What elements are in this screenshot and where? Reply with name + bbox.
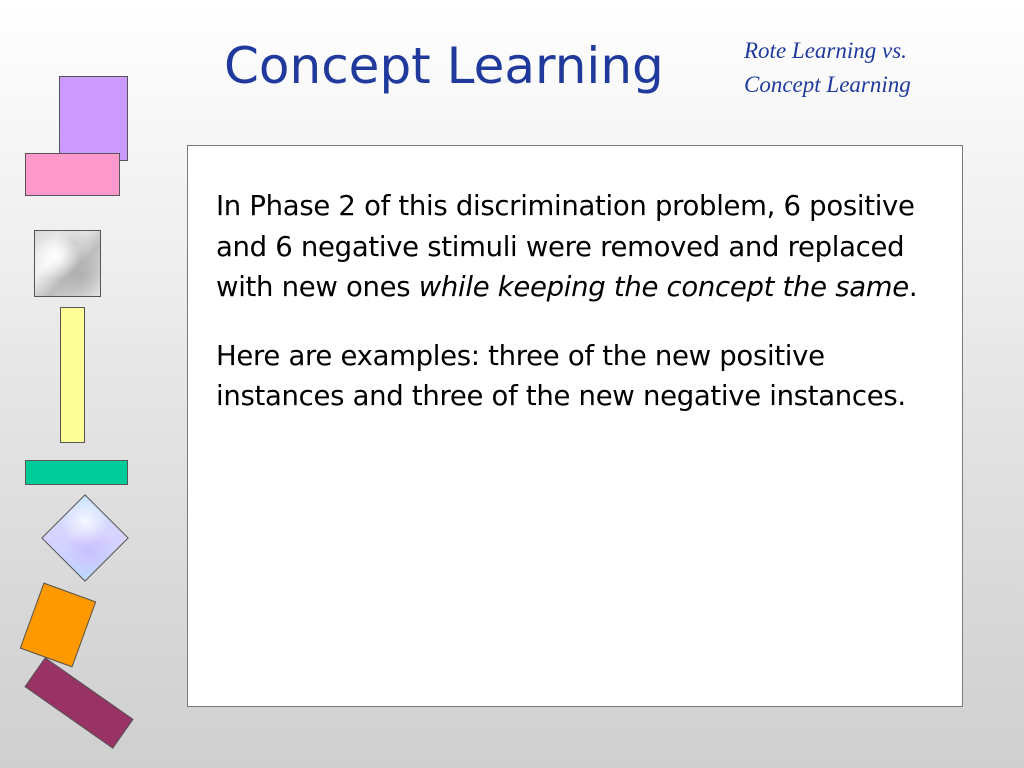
paragraph-1-emphasis: while keeping the concept the same: [418, 271, 909, 303]
decorative-pink-rectangle: [25, 153, 120, 196]
subtitle-line-2: Concept Learning: [744, 72, 911, 97]
content-text: [216, 186, 936, 445]
content-box: [187, 145, 963, 707]
paragraph-1-end: .: [908, 271, 918, 303]
decorative-teal-bar: [25, 460, 128, 485]
decorative-purple-rectangle: [59, 76, 128, 161]
decorative-maroon-rectangle: [24, 657, 133, 748]
decorative-orange-rectangle: [20, 583, 97, 668]
slide-title: Concept Learning: [224, 37, 664, 95]
paragraph-1-text: In Phase 2 of this discrimination problem, 6 positive and 6 negative stimuli were removed and replaced with new ones: [216, 190, 915, 303]
slide-subtitle: [744, 34, 1004, 102]
paragraph-phase-2: [216, 186, 936, 308]
decorative-yellow-bar: [60, 307, 85, 443]
paragraph-examples: Here are examples: three of the new positive instances and three of the new negative instances.: [216, 339, 906, 412]
subtitle-line-1: Rote Learning vs.: [744, 38, 907, 63]
decorative-marble-square: [34, 230, 101, 297]
decorative-diamond: [41, 494, 129, 582]
